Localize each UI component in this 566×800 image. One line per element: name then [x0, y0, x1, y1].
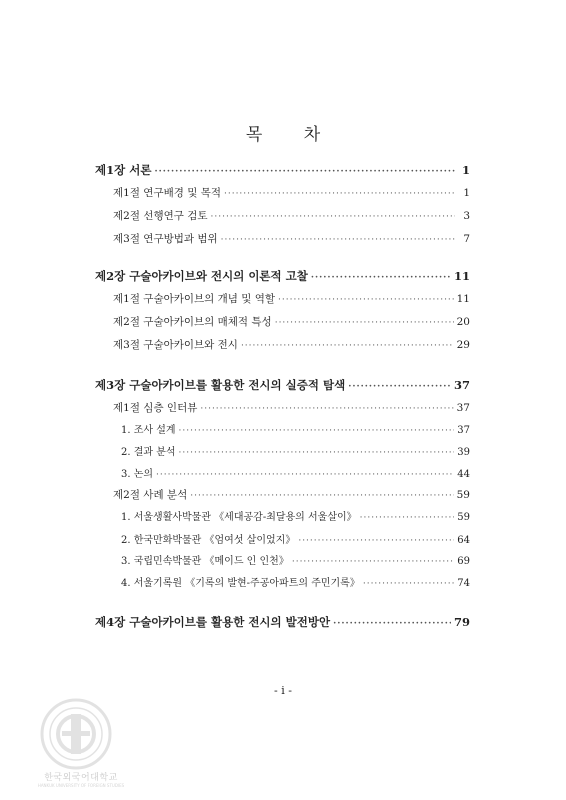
toc-entry-section-2-1[interactable]: 제1절 구술아카이브의 개념 및 역할 ····· 11	[113, 292, 470, 307]
toc-entry-chapter-3[interactable]: 제3장 구술아카이브를 활용한 전시의 실증적 탐색 ····· 37	[95, 378, 470, 394]
university-name-en: HANKUK UNIVERSITY OF FOREIGN STUDIES	[37, 783, 125, 788]
toc-entry-section-2-3[interactable]: 제3절 구술아카이브와 전시 ····· 29	[113, 338, 470, 353]
toc-entry-section-3-1[interactable]: 제1절 심층 인터뷰 ····· 37	[113, 401, 470, 416]
toc-entry-subsection-3-1-2[interactable]: 2. 결과 분석 ····· 39	[121, 446, 470, 460]
toc-entry-section-1-3[interactable]: 제3절 연구방법과 범위 ····· 7	[113, 232, 470, 247]
toc-entry-subsection-3-2-4[interactable]: 4. 서울기록원 《기록의 발현-주공아파트의 주민기록》 ····· 74	[121, 577, 470, 591]
university-seal-icon	[40, 698, 112, 770]
toc-entry-section-1-2[interactable]: 제2절 선행연구 검토 ····· 3	[113, 209, 470, 224]
toc-entry-chapter-4[interactable]: 제4장 구술아카이브를 활용한 전시의 발전방안 ····· 79	[95, 615, 470, 631]
toc-entry-section-3-2[interactable]: 제2절 사례 분석 ····· 59	[113, 488, 470, 503]
toc-entry-chapter-2[interactable]: 제2장 구술아카이브와 전시의 이론적 고찰 ····· 11	[95, 269, 470, 285]
toc-entry-section-2-2[interactable]: 제2절 구술아카이브의 매체적 특성 ····· 20	[113, 315, 470, 330]
page-number: - i -	[274, 684, 292, 697]
toc-entry-subsection-3-2-1[interactable]: 1. 서울생활사박물관 《세대공감-최달용의 서울살이》 ····· 59	[121, 511, 470, 525]
toc-entry-chapter-1[interactable]: 제1장 서론 ····· 1	[95, 163, 470, 179]
toc-title-char-1: 목	[245, 125, 263, 145]
toc-entry-section-1-1[interactable]: 제1절 연구배경 및 목적 ····· 1	[113, 186, 470, 201]
university-name: 한국외국어대학교	[44, 773, 118, 783]
toc-entry-subsection-3-1-3[interactable]: 3. 논의 ····· 44	[121, 468, 470, 482]
toc-entry-subsection-3-1-1[interactable]: 1. 조사 설계 ····· 37	[121, 424, 470, 438]
toc-entry-subsection-3-2-2[interactable]: 2. 한국만화박물관 《엄여섯 살이었지》 ····· 64	[121, 534, 470, 548]
toc-title	[0, 120, 566, 145]
toc-title-char-2: 차	[303, 125, 321, 145]
toc-entry-subsection-3-2-3[interactable]: 3. 국립민속박물관 《메이드 인 인천》 ····· 69	[121, 555, 470, 569]
